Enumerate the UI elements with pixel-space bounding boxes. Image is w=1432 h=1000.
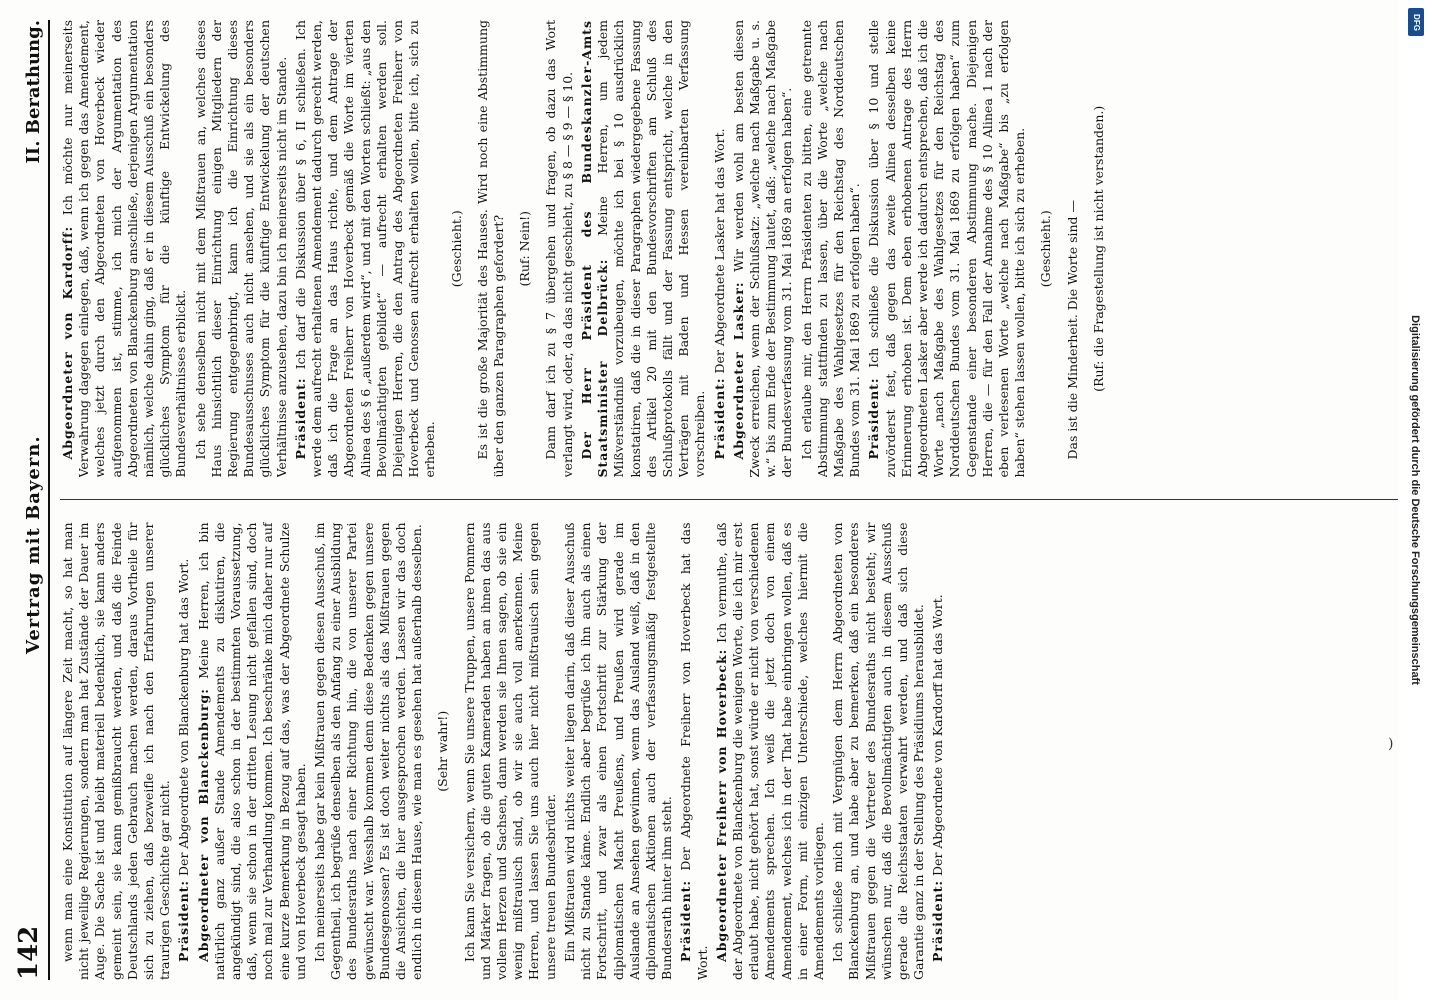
speech-text: Meine Herren, um jedem Mißverständniß vorzubeugen, möchte ich bei § 10 ausdrücklich konstatiren, daß die in dieser Paragraphen wiedergegebene Fassung des Artikel 20 mit den Bundesvorschriften am Schluß des Schlußprotokolls fällt und der Fassung entspricht, welche in den Verträgen mit Baden und Hessen vereinbarten Verfassung vorschreiben. (595, 20, 708, 478)
section-title: II. Berathung. (23, 20, 44, 164)
body-paragraph: Ein Mißtrauen wird nichts weiter liegen darin, daß dieser Ausschuß nicht zu Stande käme. Endlich aber begrüße ich ihn auch als einen Fortschritt, und zwar als einen Fortschritt zur Stärkung der diplomatischen Macht Preußens, und Preußen wird gerade im Auslande an Ansehen gewinnen, wenn das Ausland weiß, daß in den diplomatischen Aktionen auch der verfassungsmäßig festgestellte Bundesrath hinter ihm steht. (561, 522, 675, 980)
speech-text: Wir werden wohl am besten diesen Zweck erreichen, wenn der Schlußsatz: „welche nach Maßgabe u. s. w.“ bis zum Ende der Bestimmung lautet, daß: „welche nach Maßgabe der Bundesverfassung vom 31. Mai 1869 an erfolgen haben“. (730, 20, 795, 478)
body-paragraph: Es ist die große Majorität des Hauses. Wird noch eine Abstimmung über den ganzen Paragraphen gefordert? (474, 20, 507, 478)
body-paragraph: wenn man eine Konstitution auf längere Zeit macht, so hat man nicht jeweilige Regierungen, sondern man hat Zustände der Dauer im Auge. Die Sache ist und bleibt materiell bedenklich, sie kann anders gemeint sein, sie kann gemißbraucht werden, und daß die Feinde Deutschlands jeden Gebrauch machen werden, daraus Vortheile für sich zu ziehen, daß bezweifle ich nach den Erfahrungen unserer traurigen Geschichte gar nicht. (60, 522, 173, 980)
running-head (10, 20, 50, 980)
speaker-paragraph (678, 523, 710, 981)
speech-text: Ich schließe die Diskussion über § 10 und stelle zuvörderst fest, daß gegen das zweite Alinea desselben keine Erinnerung erhoben ist. Dem eben erhobenen Antrage des Herrn Abgeordneten Lasker aber werde ich dadurch entsprechen, daß ich die Worte „nach Maßgabe des Wahlgesetzes für den Reichstag des Norddeutschen Bundes vom 31. Mai 1869 zu erfolgen haben“ zum Gegenstande einer besonderen Abstimmung mache. Diejenigen Herren, die — für den Fall der Annahme des § 10 Alinea 1 nach der eben verlesenen Worte „welche nach Maßgabe“ bis „zu erfolgen haben“ stehen lassen wollen, bitte ich sich zu erheben. (866, 20, 1028, 478)
speaker-name: Präsident: (678, 879, 694, 962)
body-paragraph: Dann darf ich zu § 7 übergehen und fragen, ob dazu das Wort verlangt wird, oder, da das nicht geschieht, zu § 8 — § 9 — § 10. (543, 20, 575, 478)
dfg-logo-icon (1408, 8, 1424, 36)
page-number: 142 (14, 925, 44, 980)
body-paragraph: Ich schließe mich mit Vergnügen dem Herrn Abgeordneten von Blanckenburg an, und habe aber zu bemerken, daß ein besonderes Mißtrauen gegen die Vertreter des Bundesraths nicht besteht; wir wünschen nur, daß die Bevollmächtigten auch in diesem Ausschuß gerade die Reichsstaaten verwahrt werden, und daß sich diese Garantie ganz in der Stellung des Präsidiums herausbildet. (830, 522, 927, 980)
body-paragraph: Ich sehe denselben nicht mit dem Mißtrauen an, welches dieses Haus hinsichtlich dieser Einrichtung einigen Mitgliedern der Regierung entgegenbringt, kann ich die Einrichtung dieses Bundesausschusses auch nicht ansehen, und sie als ein besonders glückliches Symptom für die künftige Entwickelung der deutschen Verhältnisse anzusehen, dazu bin ich meinerseits nicht im Stande. (192, 20, 289, 478)
column-divider (60, 500, 1400, 501)
stage-direction: (Ruf: die Fragestellung ist nicht verstanden.) (1090, 105, 1106, 392)
body-paragraph: Das ist die Minderheit. Die Worte sind — (1064, 199, 1080, 460)
body-paragraph: Ich meinerseits habe gar kein Mißtrauen gegen diesen Ausschuß, im Gegentheil, ich begrüße denselben als den Anfang zu einer Ausbildung des Bundesraths nach einer Richtung hin, die von unserer Partei gewünscht war. Wesshalb kommen denn diese Bedenken gegen unsere Bundesgenossen? Es ist doch weiter nichts als das Mißtrauen gegen die Ansichten, die hier ausgesprochen werden. Lassen wir das doch endlich in diesem Hause, wie man es gesehen hat außerhalb desselben. (312, 522, 425, 980)
speaker-paragraph (293, 20, 439, 478)
speech-text: Ich vermuthe, daß der Abgeordnete von Blanckenburg die wenigen Worte, die ich mir erst erlaubt habe, nicht gehört hat, sonst würde er nicht von verschiedenen Amendements sprechen. Ich weiß die jetzt doch von einem Amendement, welches ich in der That habe einbringen wollen, daß es in einer Form, mit einzigen Unterschiede, welches hiermit die Amendements vorliegen. (713, 522, 826, 980)
speech-text: Ich möchte nur meinerseits Verwahrung dagegen einlegen, daß, wenn ich gegen das Amendement, welches jetzt durch den Abgeordneten von Hoverbeck wieder aufgenommen ist, stimme, ich mich der Argumentation des Abgeordneten von Blanckenburg anschließe, derjenigen Argumentation nämlich, welche dahin ging, daß er in diesem Ausschuß ein besonders glückliches Symptom für die künftige Entwickelung des Bundesverhältnisses erblickt. (60, 20, 189, 478)
speaker-paragraph (866, 20, 1028, 478)
speaker-paragraph (176, 523, 192, 981)
speaker-name: Abgeordneter Lasker: (730, 281, 746, 460)
speaker-paragraph (930, 523, 946, 981)
speaker-paragraph (60, 20, 190, 478)
rotated-page (10, 20, 1410, 980)
speaker-name: Präsident: (930, 879, 946, 962)
stage-direction: (Ruf: Nein!) (517, 211, 533, 287)
speech-text: Der Abgeordnete von Kardorff hat das Wort. (930, 594, 946, 880)
dfg-badge-label: DFG (1411, 13, 1421, 31)
body-paragraph: Ich kann Sie versichern, wenn Sie unsere Truppen, unsere Pommern und Märker fragen, ob die guten Kameraden haben an ihnen das aus vollem Herzen und Sachsen, dann werden sie Ihnen sagen, ob sie ein wenig mißtrauisch sind, ob wir sie auch voll anerkennen. Meine Herren, und lassen Sie uns auch hier nicht mißtrauisch sein gegen unsere treuen Bundesbrüder. (461, 522, 558, 980)
speaker-paragraph (714, 523, 827, 981)
speech-text: Der Abgeordnete Freiherr von Hoverbeck hat das Wort. (678, 522, 710, 980)
left-column (60, 523, 1400, 981)
digitization-credit: Digitalisierung gefördert durch die Deutsche Forschungsgemeinschaft (1409, 315, 1421, 685)
stage-direction: (Geschieht.) (1038, 210, 1054, 288)
stage-direction: (Geschieht.) (448, 210, 464, 288)
speaker-name: Präsident: (711, 377, 727, 460)
speech-text: Der Abgeordnete von Blanckenburg hat das Wort. (176, 558, 192, 880)
text-columns (60, 20, 1400, 980)
speaker-name: Präsident: (292, 377, 308, 460)
speaker-name: Abgeordneter von Blanckenburg: (195, 688, 211, 962)
speaker-paragraph (579, 20, 709, 478)
running-title: Vertrag mit Bayern. (23, 435, 44, 654)
speaker-paragraph (196, 523, 309, 981)
speaker-name: Präsident: (866, 377, 882, 460)
digitization-sidebar (1398, 0, 1432, 1000)
stage-direction: (Sehr wahr!) (435, 710, 451, 792)
speaker-paragraph (712, 20, 728, 478)
speech-text: Ich darf die Diskussion über § 6, II schließen. Ich werde dem aufrecht erhaltenen Amendement dadurch gerecht werden, daß ich die Frage an das Haus richte, und dem Antrage der Abgeordneten Freiherr von Hoverbeck gemäß die Worte im vierten Alinea des § 6 „außerdem wird“, und mit den Worten schließt: „aus den Bevollmächtigten gebildet“ — aufrecht erhalten werden soll. Diejenigen Herren, die den Antrag des Abgeordneten Freiherr von Hoverbeck und Genossen aufrecht erhalten wollen, bitte ich, sich zu erheben. (292, 20, 438, 478)
speaker-name: Präsident: (176, 879, 192, 962)
speaker-name: Abgeordneter von Kardorff: (60, 225, 75, 460)
right-column (60, 20, 1400, 478)
margin-mark: ) (1388, 736, 1394, 752)
body-paragraph: Ich erlaube mir, den Herrn Präsidenten zu bitten, eine getrennte Abstimmung stattfinden zu lassen, über die Worte „welche nach Maßgabe des Wahlgesetzes für den Reichstag des Norddeutschen Bundes vom 31. Mai 1869 zu erfolgen haben“. (798, 20, 863, 478)
speaker-paragraph (731, 20, 796, 478)
speech-text: Der Abgeordnete Lasker hat das Wort. (711, 128, 727, 378)
speaker-name: Der Herr Präsident des Bundeskanzler-Amts Staatsminister Delbrück: (578, 20, 611, 478)
speech-text: Meine Herren, ich bin natürlich ganz außer Stande Amendements zu diskutiren, die angekündigt sind, die also schon in der bestimmten Voraussetzung, daß, wenn sie schon in der dritten Lesung nicht gefallen sind, doch noch mal zur Verhandlung kommen. Ich beschränke mich daher nur auf eine kurze Bemerkung in Bezug auf das, was der Abgeordnete Schulze und von Hoverbeck gesagt haben. (195, 522, 308, 980)
speaker-name: Abgeordneter Freiherr von Hoverbeck: (713, 648, 729, 962)
